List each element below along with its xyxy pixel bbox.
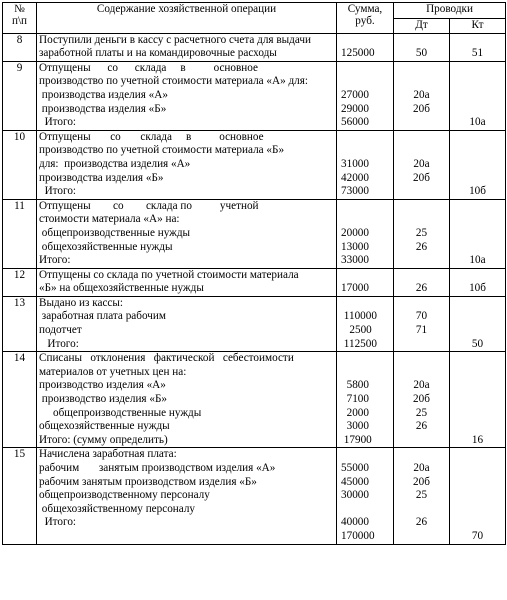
amount-line: 5800 — [341, 379, 369, 392]
debit-account-line — [396, 352, 447, 366]
operation-number: 12 — [3, 268, 37, 296]
table-row — [3, 268, 506, 296]
debit-account-line: 20а — [413, 462, 430, 474]
debit-account-line: 25 — [415, 406, 428, 419]
credit-account-line — [452, 379, 503, 393]
operation-description-line: производства изделия «Б» — [39, 171, 164, 184]
operation-description-line: подотчет — [39, 324, 82, 337]
table-row — [3, 448, 506, 544]
credit-account-line — [452, 172, 503, 186]
operation-description — [37, 296, 337, 351]
credit-cell — [450, 448, 506, 544]
operations-table — [2, 2, 506, 545]
credit-account-line — [452, 227, 503, 241]
amount-line: 13000 — [341, 240, 369, 253]
debit-account-line: 20а — [413, 157, 430, 170]
amount-line: 17900 — [341, 433, 372, 446]
credit-account-line — [452, 241, 503, 255]
amount-line — [339, 448, 391, 462]
operation-description-line: производство изделия «Б» — [39, 393, 167, 406]
debit-account-line — [396, 185, 447, 199]
debit-account-line: 20б — [413, 475, 430, 488]
debit-account-line: 20б — [413, 102, 430, 115]
operation-description-line: Итого: — [39, 185, 77, 198]
debit-account-line: 70 — [415, 310, 428, 323]
debit-account-line — [396, 297, 447, 311]
amount-line — [339, 131, 391, 145]
amount-cell — [337, 33, 394, 61]
credit-account-line — [452, 297, 503, 311]
credit-account-line — [452, 131, 503, 145]
debit-account-line: 20а — [413, 379, 430, 392]
operation-description-line: производство по учетной стоимости материала «А» для: — [39, 75, 309, 88]
credit-cell — [450, 33, 506, 61]
operation-description-line: общехозяйственные нужды — [39, 240, 173, 253]
amount-line: 45000 — [341, 475, 369, 488]
debit-account-line: 20б — [413, 393, 430, 406]
credit-account-line: 10а — [469, 116, 486, 129]
table-row — [3, 199, 506, 268]
operation-description-line — [39, 530, 334, 544]
credit-account-line: 51 — [471, 47, 484, 60]
amount-line: 31000 — [341, 157, 369, 170]
debit-account-line — [396, 75, 447, 89]
credit-account-line — [452, 516, 503, 530]
operation-description-line: Итого: — [39, 116, 77, 129]
credit-account-line — [452, 34, 503, 48]
operation-description-line: производство по учетной стоимости материала «Б» — [39, 144, 285, 157]
amount-line: 40000 — [341, 516, 369, 529]
operation-description — [37, 33, 337, 61]
credit-account-line — [452, 393, 503, 407]
operation-number: 11 — [3, 199, 37, 268]
credit-account-line — [452, 407, 503, 421]
credit-cell — [450, 130, 506, 199]
operation-description-line: Поступили деньги в кассу с расчетного счета для выдачи — [39, 33, 311, 46]
amount-line: 55000 — [341, 462, 369, 474]
operation-description — [37, 130, 337, 199]
operation-number: 8 — [3, 33, 37, 61]
credit-account-line: 50 — [471, 337, 484, 350]
debit-account-line — [396, 144, 447, 158]
debit-cell — [394, 199, 450, 268]
table-row — [3, 296, 506, 351]
amount-line: 7100 — [341, 393, 369, 406]
operation-description — [37, 61, 337, 130]
debit-account-line — [396, 338, 447, 352]
operation-description-line: общепроизводственному персоналу — [39, 489, 210, 502]
debit-account-line: 26 — [415, 420, 428, 433]
debit-account-line — [396, 131, 447, 145]
operation-description-line: «Б» на общехозяйственные нужды — [39, 282, 204, 295]
debit-account-line: 26 — [415, 516, 428, 529]
amount-line: 29000 — [341, 102, 369, 115]
credit-account-line: 10б — [469, 185, 486, 198]
debit-account-line — [396, 254, 447, 268]
credit-cell — [450, 296, 506, 351]
debit-account-line — [396, 200, 447, 214]
debit-cell — [394, 448, 450, 544]
debit-cell — [394, 61, 450, 130]
amount-line: 20000 — [341, 226, 369, 239]
table-row — [3, 352, 506, 448]
operation-description — [37, 268, 337, 296]
credit-account-line — [452, 103, 503, 117]
amount-line: 56000 — [341, 116, 369, 129]
credit-cell — [450, 352, 506, 448]
operation-description-line: заработная плата рабочим — [39, 310, 166, 323]
credit-account-line: 16 — [471, 433, 484, 446]
header-number: № п\п — [3, 3, 37, 34]
operation-description — [37, 199, 337, 268]
operation-description-line: материалов от учетных цен на: — [39, 365, 187, 378]
operation-description-line: Отпущены со склада в основное — [39, 130, 264, 143]
header-debit: Дт — [394, 19, 450, 34]
debit-account-line — [396, 213, 447, 227]
credit-account-line — [452, 448, 503, 462]
debit-account-line: 20а — [413, 88, 430, 101]
operation-description-line: для: производства изделия «А» — [39, 157, 191, 170]
table-row — [3, 130, 506, 199]
amount-line: 125000 — [341, 47, 375, 60]
credit-cell — [450, 268, 506, 296]
debit-cell — [394, 352, 450, 448]
amount-line — [339, 75, 391, 89]
operation-description-line: заработной платы и на командировочные расходы — [39, 47, 277, 60]
operation-description-line: производства изделия «Б» — [39, 102, 167, 115]
debit-account-line — [396, 434, 447, 448]
operation-description-line: Выдано из кассы: — [39, 296, 124, 309]
operation-description-line: Итого: (сумму определить) — [39, 433, 168, 446]
debit-cell — [394, 130, 450, 199]
credit-account-line — [452, 158, 503, 172]
operation-description-line: Списаны отклонения фактической себестоимости — [39, 352, 294, 365]
amount-line: 2000 — [341, 406, 369, 419]
operation-description-line: общепроизводственные нужды — [39, 226, 191, 239]
credit-account-line — [452, 200, 503, 214]
amount-line: 42000 — [341, 171, 369, 184]
amount-line — [339, 62, 391, 76]
credit-account-line: 70 — [471, 529, 484, 542]
operation-description-line: рабочим занятым производством изделия «А» — [39, 462, 276, 474]
credit-account-line — [452, 269, 503, 283]
table-row — [3, 61, 506, 130]
amount-line: 27000 — [341, 88, 369, 101]
credit-account-line — [452, 89, 503, 103]
debit-account-line: 50 — [415, 47, 428, 60]
operation-number: 15 — [3, 448, 37, 544]
amount-line: 30000 — [341, 489, 369, 502]
amount-cell — [337, 352, 394, 448]
amount-line — [339, 352, 391, 366]
operation-description — [37, 448, 337, 544]
table-row — [3, 33, 506, 61]
credit-account-line — [452, 420, 503, 434]
operation-description-line: производство изделия «А» — [39, 379, 166, 392]
amount-line: 110000 — [341, 310, 377, 323]
credit-account-line — [452, 489, 503, 503]
credit-account-line: 10а — [469, 254, 486, 267]
debit-account-line — [396, 530, 447, 544]
amount-cell — [337, 448, 394, 544]
amount-line — [339, 366, 391, 380]
debit-account-line: 25 — [415, 489, 428, 502]
debit-account-line: 26 — [415, 282, 428, 295]
amount-line — [339, 213, 391, 227]
credit-account-line — [452, 476, 503, 490]
amount-line — [339, 503, 391, 517]
operation-description-line: общепроизводственные нужды — [39, 406, 202, 419]
amount-line: 3000 — [341, 420, 369, 433]
debit-account-line — [396, 62, 447, 76]
amount-line: 73000 — [341, 185, 369, 198]
operation-description-line: общехозяйственные нужды — [39, 420, 170, 433]
credit-account-line — [452, 144, 503, 158]
operation-description-line: рабочим занятым производством изделия «Б» — [39, 475, 257, 488]
debit-account-line — [396, 269, 447, 283]
credit-cell — [450, 199, 506, 268]
debit-cell — [394, 296, 450, 351]
credit-account-line — [452, 366, 503, 380]
header-credit: Кт — [450, 19, 506, 34]
debit-account-line — [396, 366, 447, 380]
operation-description-line: общехозяйственному персоналу — [39, 502, 196, 515]
operation-description-line: Итого: — [39, 516, 77, 529]
operation-number: 9 — [3, 61, 37, 130]
amount-line — [339, 34, 391, 48]
amount-line: 112500 — [341, 337, 377, 350]
amount-line — [339, 297, 391, 311]
amount-cell — [337, 130, 394, 199]
credit-account-line — [452, 310, 503, 324]
credit-account-line — [452, 75, 503, 89]
debit-account-line — [396, 448, 447, 462]
amount-line — [339, 200, 391, 214]
credit-account-line — [452, 324, 503, 338]
credit-account-line — [452, 213, 503, 227]
operation-description-line: Итого: — [39, 337, 79, 350]
amount-cell — [337, 61, 394, 130]
operation-number: 10 — [3, 130, 37, 199]
operation-description-line: Отпущены со склада по учетной — [39, 199, 259, 212]
operation-description-line: Начислена заработная плата: — [39, 448, 177, 461]
debit-account-line: 26 — [415, 240, 428, 253]
debit-account-line — [396, 116, 447, 130]
credit-account-line — [452, 352, 503, 366]
amount-cell — [337, 268, 394, 296]
amount-line: 170000 — [341, 529, 375, 542]
amount-cell — [337, 199, 394, 268]
debit-account-line: 71 — [415, 324, 428, 337]
amount-line — [339, 144, 391, 158]
credit-account-line — [452, 462, 503, 476]
debit-cell — [394, 268, 450, 296]
header-description: Содержание хозяйственной операции — [37, 3, 337, 34]
amount-line: 2500 — [341, 324, 372, 337]
credit-account-line — [452, 503, 503, 517]
amount-line: 17000 — [341, 282, 369, 295]
operation-description-line: стоимости материала «А» на: — [39, 213, 180, 226]
operation-description-line: Отпущены со склада в основное — [39, 61, 258, 74]
credit-account-line — [452, 62, 503, 76]
debit-account-line: 25 — [415, 226, 428, 239]
debit-cell — [394, 33, 450, 61]
debit-account-line: 20б — [413, 171, 430, 184]
credit-account-line: 10б — [469, 282, 486, 295]
amount-cell — [337, 296, 394, 351]
header-postings: Проводки — [394, 3, 506, 19]
debit-account-line — [396, 34, 447, 48]
operation-number: 14 — [3, 352, 37, 448]
amount-line: 33000 — [341, 254, 369, 267]
operation-description-line: производства изделия «А» — [39, 88, 168, 101]
debit-account-line — [396, 503, 447, 517]
header-sum: Сумма, руб. — [337, 3, 394, 34]
amount-line — [339, 269, 391, 283]
credit-cell — [450, 61, 506, 130]
operation-description-line: Отпущены со склада по учетной стоимости материала — [39, 268, 299, 281]
table-body — [3, 33, 506, 544]
operation-description — [37, 352, 337, 448]
operation-description-line: Итого: — [39, 254, 71, 267]
operation-number: 13 — [3, 296, 37, 351]
